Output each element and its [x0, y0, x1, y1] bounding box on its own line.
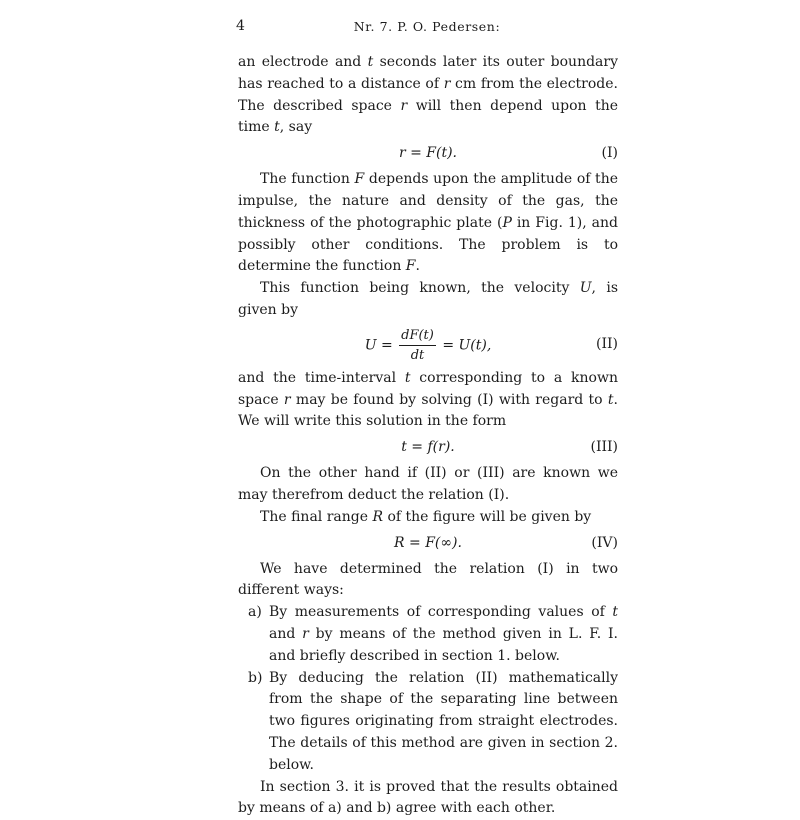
fraction-numerator: dF(t) — [399, 326, 436, 346]
var-r: r — [400, 97, 408, 114]
paragraph-2 — [238, 169, 618, 278]
var-t: t — [274, 119, 280, 136]
var-F: F — [354, 171, 365, 188]
equation-1-expression: r = F(t). — [398, 145, 458, 162]
paragraph-4 — [238, 368, 618, 433]
var-t: t — [607, 391, 614, 408]
text-span: The function — [260, 171, 355, 188]
equation-3 — [238, 433, 618, 463]
var-F: F — [405, 258, 416, 275]
text-span: . We will write this solution in the form — [238, 391, 618, 430]
text-span: cm from the electrode. The described space — [238, 75, 618, 114]
var-U: U — [579, 280, 592, 297]
text-span: and — [269, 625, 303, 642]
equation-2-expression — [238, 326, 618, 365]
paragraph-1 — [238, 52, 618, 139]
text-span: By deducing the relation (II) mathematically from the shape of the separating line between two figures originating from straight electrodes. The details of this method are given in section 2. below. — [269, 669, 618, 773]
text-span: This function being known, the velocity — [260, 280, 580, 297]
body-text — [238, 52, 618, 820]
text-span: . — [415, 258, 420, 275]
var-r: r — [443, 75, 451, 92]
running-head: Nr. 7. P. O. Pedersen: — [353, 19, 501, 34]
list-item-label: a) — [248, 604, 262, 621]
text-span: , is given by — [238, 280, 618, 318]
text-span: will then depend upon the time — [238, 97, 618, 136]
var-t: t — [612, 604, 618, 621]
fraction-denominator: dt — [410, 347, 425, 363]
paragraph-7: We have determined the relation (I) in two different ways: — [238, 560, 618, 599]
list-item-a — [238, 602, 618, 667]
text-span: in Fig. 1), and possibly other conditions. The problem is to determine the function — [238, 214, 618, 275]
equation-2-fraction — [399, 326, 436, 365]
equation-3-label: (III) — [590, 439, 618, 456]
var-t: t — [367, 54, 374, 70]
text-span: The final range — [260, 508, 373, 525]
var-r: r — [302, 625, 309, 642]
text-span: an electrode and — [238, 54, 368, 70]
text-span: and the time-interval — [238, 369, 405, 386]
equation-2 — [238, 322, 618, 368]
equation-1-label: (I) — [601, 145, 618, 162]
paragraph-6 — [238, 507, 618, 529]
equation-4 — [238, 529, 618, 559]
var-t: t — [404, 369, 411, 386]
text-span: by means of the method given in L. F. I. and briefly described in section 1. below. — [269, 625, 619, 664]
equation-2-lhs: U = — [364, 337, 393, 354]
list-item-label: b) — [248, 669, 263, 686]
text-span: , say — [279, 119, 313, 136]
text-span: depends upon the amplitude of the impulse, the nature and density of the gas, the thickness of the photographic plate ( — [238, 171, 618, 231]
equation-4-expression: R = F(∞). — [394, 534, 462, 551]
text-span: of the figure will be given by — [383, 508, 592, 525]
equation-3-expression: t = f(r). — [401, 439, 455, 456]
equation-2-label: (II) — [596, 335, 618, 352]
paragraph-5: On the other hand if (II) or (III) are known we may therefrom deduct the relation (I). — [238, 465, 618, 503]
page-header — [236, 18, 618, 38]
text-span: may be found by solving (I) with regard to — [290, 391, 608, 408]
equation-4-label: (IV) — [591, 534, 618, 551]
equation-2-rhs: = U(t), — [442, 337, 492, 354]
text-span: corresponding to a known space — [238, 369, 618, 408]
paragraph-3 — [238, 278, 618, 322]
page-number: 4 — [236, 18, 245, 34]
equation-1 — [238, 139, 618, 169]
var-R: R — [372, 508, 384, 525]
text-span: seconds later its outer boundary has reached to a distance of — [238, 54, 618, 92]
paragraph-8: In section 3. it is proved that the results obtained by means of a) and b) agree with each other. — [238, 778, 618, 817]
var-P: P — [502, 214, 512, 231]
list-item-b — [238, 668, 618, 777]
var-r: r — [283, 391, 291, 408]
text-span: By measurements of corresponding values of — [269, 604, 613, 621]
